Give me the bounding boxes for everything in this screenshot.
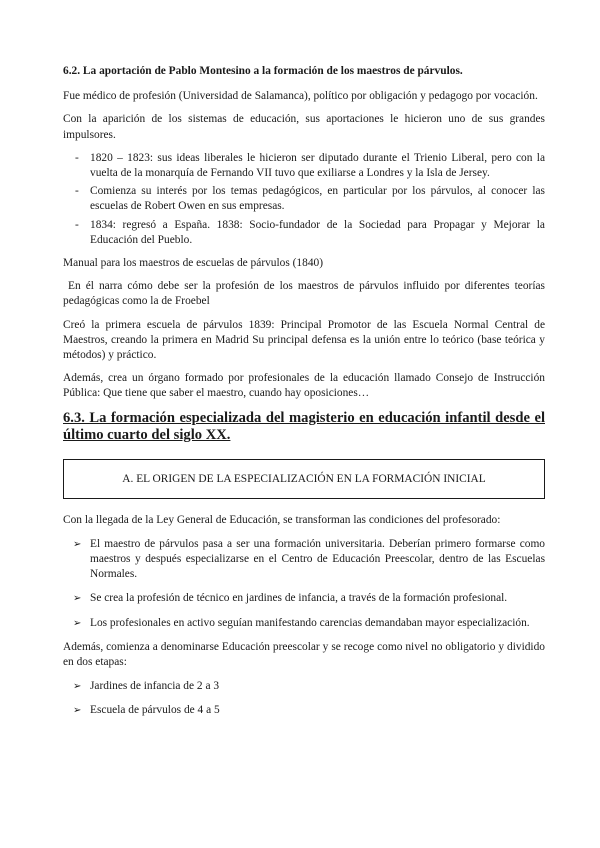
dash-marker: -: [75, 185, 79, 198]
section-6-3-heading: 6.3. La formación especializada del magisterio en educación infantil desde el último cuarto del siglo XX.: [63, 409, 545, 444]
paragraph: Además, comienza a denominarse Educación preescolar y se recoge como nivel no obligatorio y dividido en dos etapas:: [63, 640, 545, 669]
dash-list: [63, 151, 545, 248]
paragraph: En él narra cómo debe ser la profesión de los maestros de párvulos influido por diferentes teorías pedagógicas como la de Froebel: [63, 280, 548, 308]
list-item: - 1820 – 1823: sus ideas liberales le hicieron ser diputado durante el Trienio Liberal, pero con la vuelta de la monarquía de Fernando VII tuvo que exiliarse a Londres y la Isla de Jersey.: [75, 151, 545, 180]
arrow-list: [63, 537, 545, 631]
paragraph: Fue médico de profesión (Universidad de Salamanca), político por obligación y pedagogo por vocación.: [63, 90, 538, 103]
list-item: ➢ Escuela de párvulos de 4 a 5: [63, 703, 545, 718]
list-item: ➢ Jardines de infancia de 2 a 3: [63, 679, 545, 694]
stages-list: [63, 679, 545, 718]
document-page: [63, 64, 548, 728]
arrow-bullet-icon: ➢: [73, 593, 82, 605]
list-item: - 1834: regresó a España. 1838: Socio-fundador de la Sociedad para Propagar y Mejorar la Educación del Pueblo.: [75, 218, 545, 246]
list-item: ➢ El maestro de párvulos pasa a ser una formación universitaria. Deberían primero formarse como maestros y después especializarse en el Centro de Educación Preescolar, dentro de las Escuelas Normales.: [73, 537, 545, 581]
dash-marker: -: [75, 151, 79, 164]
boxed-subheading: A. EL ORIGEN DE LA ESPECIALIZACIÓN EN LA FORMACIÓN INICIAL: [63, 459, 545, 499]
arrow-bullet-icon: ➢: [73, 681, 82, 693]
arrow-bullet-icon: ➢: [73, 617, 82, 629]
paragraph: Además, crea un órgano formado por profesionales de la educación llamado Consejo de Instrucción Pública: Que tiene que saber el maestro, cuando hay oposiciones…: [63, 372, 545, 400]
list-item: ➢ Los profesionales en activo seguían manifestando carencias demandaban mayor especialización.: [63, 616, 545, 631]
dash-marker: -: [75, 218, 79, 231]
arrow-bullet-icon: ➢: [73, 538, 82, 550]
paragraph: Manual para los maestros de escuelas de párvulos (1840): [63, 257, 324, 270]
paragraph: Con la llegada de la Ley General de Educación, se transforman las condiciones del profesorado:: [63, 513, 501, 526]
section-6-2-heading: 6.2. La aportación de Pablo Montesino a la formación de los maestros de párvulos.: [63, 65, 463, 77]
arrow-bullet-icon: ➢: [73, 705, 82, 717]
paragraph: Creó la primera escuela de párvulos 1839: Principal Promotor de las Escuela Normal Central de Maestros, creando la primera en Madrid Su principal defensa es la unión entre lo teórico (base teórica y métodos) y práctico.: [63, 318, 545, 362]
paragraph: Con la aparición de los sistemas de educación, sus aportaciones le hicieron uno de sus grandes impulsores.: [63, 113, 545, 141]
list-item: ➢ Se crea la profesión de técnico en jardines de infancia, a través de la formación profesional.: [63, 591, 545, 606]
list-item: - Comienza su interés por los temas pedagógicos, en particular por los párvulos, al conocer las escuelas de Robert Owen en sus empresas.: [75, 185, 545, 213]
